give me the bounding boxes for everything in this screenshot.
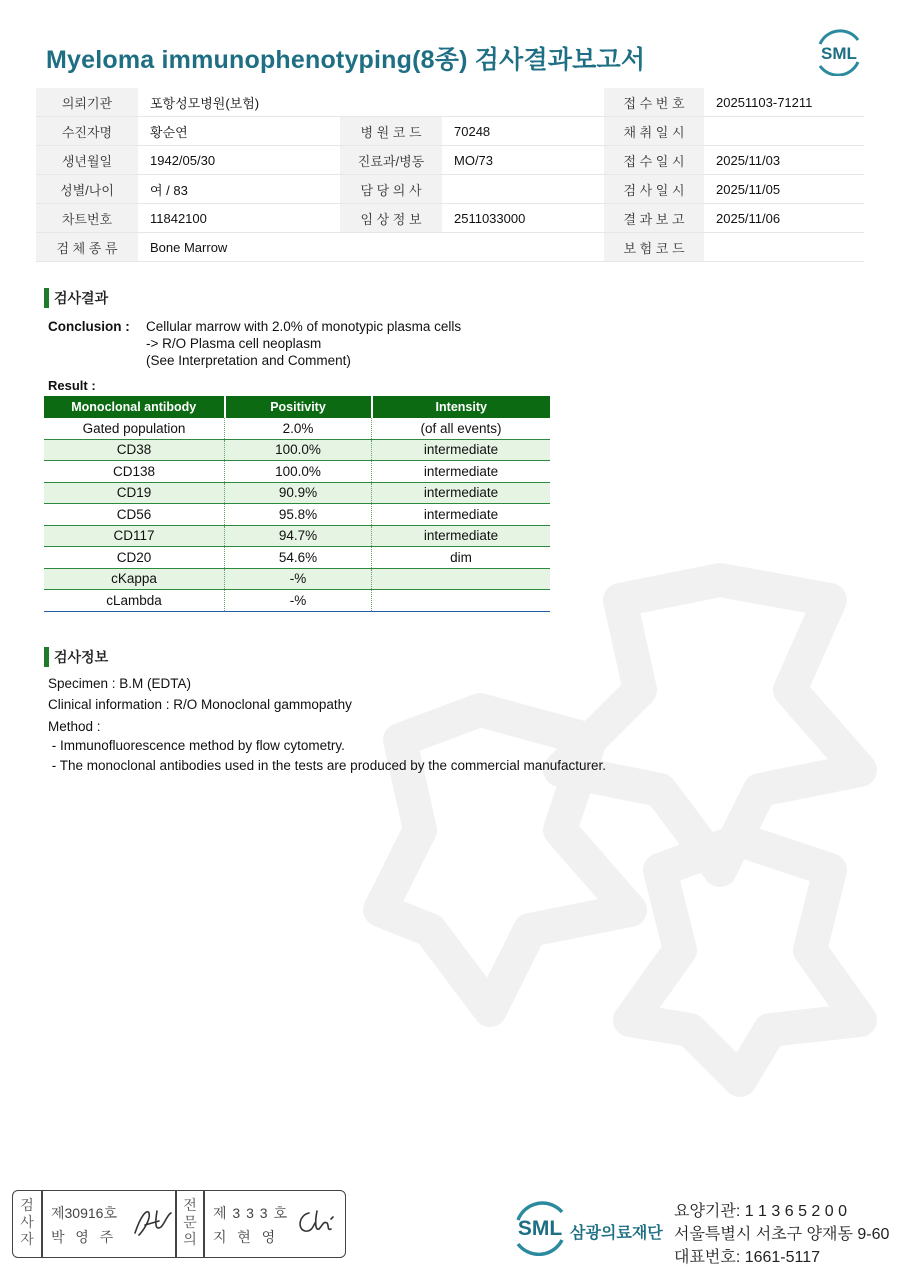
conclusion-line: (See Interpretation and Comment) <box>146 353 351 368</box>
positivity-cell: 54.6% <box>225 547 372 569</box>
info-value: 2025/11/05 <box>704 175 864 204</box>
patient-info-table <box>36 88 864 262</box>
sml-logo-text: SML <box>821 44 857 63</box>
method-line: - The monoclonal antibodies used in the tests are produced by the commercial manufacturer. <box>48 758 607 773</box>
sml-logo-icon <box>812 28 866 76</box>
specialist-signature-icon <box>293 1207 337 1239</box>
info-label: 채 취 일 시 <box>604 117 704 146</box>
info-value: MO/73 <box>442 146 604 175</box>
table-row <box>44 482 550 504</box>
info-value: 20251103-71211 <box>704 88 864 117</box>
table-row <box>44 418 550 439</box>
antibody-cell: CD138 <box>44 461 225 483</box>
test-info-heading: 검사정보 <box>44 647 108 667</box>
table-row <box>44 504 550 526</box>
info-label: 접 수 일 시 <box>604 146 704 175</box>
info-value: 2025/11/03 <box>704 146 864 175</box>
intensity-cell <box>372 568 551 590</box>
conclusion-label: Conclusion : <box>48 319 130 334</box>
info-label: 담 당 의 사 <box>340 175 442 204</box>
intensity-cell <box>372 590 551 612</box>
info-value: 포항성모병원(보험) <box>138 88 340 117</box>
info-row <box>36 146 864 175</box>
divider <box>203 1191 205 1257</box>
clinical-info-line: Clinical information : R/O Monoclonal gammopathy <box>48 697 352 712</box>
info-row <box>36 117 864 146</box>
positivity-cell: 95.8% <box>225 504 372 526</box>
antibody-cell: CD56 <box>44 504 225 526</box>
signature-role-examiner <box>17 1197 37 1248</box>
table-row <box>44 547 550 569</box>
role-char: 전 <box>183 1197 197 1213</box>
antibody-cell: CD19 <box>44 482 225 504</box>
info-row <box>36 88 864 117</box>
result-label: Result : <box>48 378 96 393</box>
info-value: 11842100 <box>138 204 340 233</box>
antibody-cell: CD117 <box>44 525 225 547</box>
divider <box>41 1191 43 1257</box>
intensity-cell: dim <box>372 547 551 569</box>
role-char: 자 <box>20 1231 34 1247</box>
phone-line: 대표번호: 1661-5117 <box>674 1249 821 1266</box>
intensity-cell: intermediate <box>372 525 551 547</box>
specialist-name: 지 현 영 <box>213 1229 277 1245</box>
info-label: 검 체 종 류 <box>36 233 138 262</box>
table-row <box>44 461 550 483</box>
intensity-cell: intermediate <box>372 504 551 526</box>
antibody-cell: cKappa <box>44 568 225 590</box>
table-row <box>44 525 550 547</box>
divider <box>175 1191 177 1257</box>
intensity-cell: (of all events) <box>372 418 551 439</box>
info-value: 2511033000 <box>442 204 604 233</box>
info-label: 접 수 번 호 <box>604 88 704 117</box>
info-label: 병 원 코 드 <box>340 117 442 146</box>
info-label: 차트번호 <box>36 204 138 233</box>
role-char: 사 <box>20 1214 34 1230</box>
info-value <box>442 175 604 204</box>
conclusion-line: -> R/O Plasma cell neoplasm <box>146 336 322 351</box>
table-row <box>44 568 550 590</box>
column-header: Intensity <box>372 396 551 418</box>
positivity-cell: 2.0% <box>225 418 372 439</box>
examiner-name: 박 영 주 <box>51 1229 115 1245</box>
positivity-cell: 100.0% <box>225 439 372 461</box>
info-value <box>704 117 864 146</box>
examiner-signature-icon <box>131 1205 175 1241</box>
antibody-cell: Gated population <box>44 418 225 439</box>
positivity-cell: -% <box>225 568 372 590</box>
result-header-row <box>44 396 550 418</box>
info-label: 결 과 보 고 <box>604 204 704 233</box>
column-header: Positivity <box>225 396 372 418</box>
info-value: Bone Marrow <box>138 233 340 262</box>
info-value: 70248 <box>442 117 604 146</box>
report-title: Myeloma immunophenotyping(8종) 검사결과보고서 <box>46 46 646 74</box>
info-label: 성별/나이 <box>36 175 138 204</box>
info-row <box>36 204 864 233</box>
result-table <box>44 396 550 612</box>
info-label: 수진자명 <box>36 117 138 146</box>
method-label: Method : <box>48 719 101 734</box>
positivity-cell: 90.9% <box>225 482 372 504</box>
conclusion-line: Cellular marrow with 2.0% of monotypic plasma cells <box>146 319 462 334</box>
info-label: 검 사 일 시 <box>604 175 704 204</box>
info-row <box>36 233 864 262</box>
positivity-cell: 100.0% <box>225 461 372 483</box>
intensity-cell: intermediate <box>372 482 551 504</box>
info-row <box>36 175 864 204</box>
conclusion-text <box>146 318 461 369</box>
role-char: 문 <box>183 1214 197 1230</box>
role-char: 의 <box>183 1231 197 1247</box>
info-label: 의뢰기관 <box>36 88 138 117</box>
address-line: 서울특별시 서초구 양재동 9-60 <box>674 1226 890 1243</box>
specimen-line: Specimen : B.M (EDTA) <box>48 676 192 691</box>
antibody-cell: cLambda <box>44 590 225 612</box>
intensity-cell: intermediate <box>372 461 551 483</box>
info-value: 2025/11/06 <box>704 204 864 233</box>
antibody-cell: CD38 <box>44 439 225 461</box>
info-label: 임 상 정 보 <box>340 204 442 233</box>
info-value: 황순연 <box>138 117 340 146</box>
positivity-cell: 94.7% <box>225 525 372 547</box>
specialist-license: 제 3 3 3 호 <box>213 1205 288 1221</box>
info-value: 여 / 83 <box>138 175 340 204</box>
examiner-license: 제30916호 <box>51 1205 117 1221</box>
footer-logo-text: SML <box>517 1217 563 1240</box>
results-heading: 검사결과 <box>44 288 108 308</box>
antibody-cell: CD20 <box>44 547 225 569</box>
organization-name: 삼광의료재단 <box>570 1225 663 1242</box>
info-label: 진료과/병동 <box>340 146 442 175</box>
signature-role-specialist <box>179 1197 201 1248</box>
signature-box <box>12 1190 346 1258</box>
care-institution-number: 요양기관: 1 1 3 6 5 2 0 0 <box>674 1203 848 1220</box>
table-row <box>44 439 550 461</box>
sml-foundation-logo-icon <box>510 1198 570 1256</box>
positivity-cell: -% <box>225 590 372 612</box>
info-value <box>704 233 864 262</box>
method-line: - Immunofluorescence method by flow cytometry. <box>48 738 345 753</box>
column-header: Monoclonal antibody <box>44 396 225 418</box>
info-value: 1942/05/30 <box>138 146 340 175</box>
role-char: 검 <box>20 1197 34 1213</box>
intensity-cell: intermediate <box>372 439 551 461</box>
info-label: 보 험 코 드 <box>604 233 704 262</box>
table-row <box>44 590 550 612</box>
watermark-cross-icon <box>360 540 880 1100</box>
info-label: 생년월일 <box>36 146 138 175</box>
